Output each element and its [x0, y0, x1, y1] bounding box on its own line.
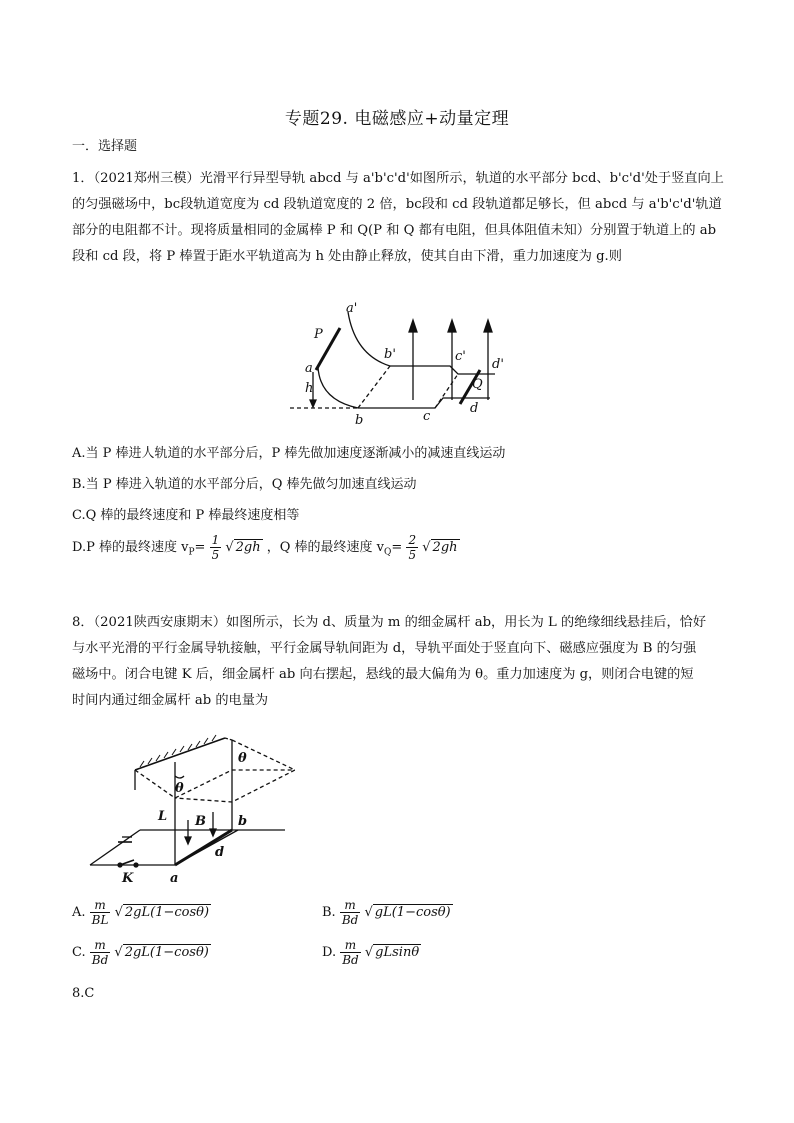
section-heading: 一．选择题	[72, 139, 138, 154]
label-a: a	[305, 361, 313, 376]
q1-d-frac-1: $\frac{1}{5}$	[211, 533, 220, 562]
label-a-prime: a'	[346, 301, 358, 316]
q8-option-c	[72, 938, 211, 967]
label-c: c	[423, 409, 431, 424]
q1-d-radical-1: √ 2gh	[225, 540, 261, 555]
q8-line: 与水平光滑的平行金属导轨接触，平行金属导轨间距为 d，导轨平面处于竖直向下、磁感应强度为 B 的匀强	[72, 641, 697, 656]
rail-diagram	[280, 300, 520, 428]
label-theta-left: θ	[175, 781, 184, 796]
q8-d-radical: √ gLsinθ	[364, 945, 420, 960]
q8-c-frac: $\frac{m}{Bd}$	[91, 938, 109, 967]
q1-d-prefix: D.P 棒的最终速度 v	[72, 540, 189, 555]
q8-option-a	[72, 898, 211, 927]
q1-d-sub-q: Q	[384, 547, 392, 558]
label-k: K	[122, 871, 134, 886]
question-8-text	[72, 610, 724, 714]
label-b-field: B	[195, 814, 206, 829]
q8-a-label: A.	[72, 905, 86, 920]
label-c-prime: c'	[455, 349, 466, 364]
label-a-point: a	[170, 871, 179, 886]
q8-b-label: B.	[322, 905, 336, 920]
suspended-rod-diagram	[80, 730, 300, 890]
q8-option-d	[322, 938, 421, 967]
q8-line: 磁场中。闭合电键 K 后，细金属杆 ab 向右摆起，悬线的最大偏角为 θ。重力加速度为 g，则闭合电键的短	[72, 667, 694, 682]
q1-d-mid: ，Q 棒的最终速度 v	[266, 540, 385, 555]
q1-d-frac-2: $\frac{2}{5}$	[408, 533, 417, 562]
label-l: L	[158, 809, 168, 824]
label-d-prime: d'	[492, 357, 504, 372]
q1-option-b: B.当 P 棒进入轨道的水平部分后，Q 棒先做匀加速直线运动	[72, 477, 417, 492]
q8-a-radical: √ 2gL(1−cosθ)	[114, 905, 210, 920]
label-b-prime: b'	[384, 347, 396, 362]
q1-option-d	[72, 533, 460, 562]
q8-d-frac: $\frac{m}{Bd}$	[342, 938, 359, 967]
label-theta-right: θ	[238, 751, 247, 766]
q1-line: 部分的电阻都不计。现将质量相同的金属棒 P 和 Q(P 和 Q 都有电阻，但具体阻值未知）分别置于轨道上的 ab	[72, 223, 717, 238]
q1-d-eq-2: =	[391, 540, 403, 555]
q1-line: 1．（2021郑州三模）光滑平行异型导轨 abcd 与 a'b'c'd'如图所示，轨道的水平部分 bcd、b'c'd'处于竖直向上	[72, 171, 724, 186]
question-1-text	[72, 166, 724, 270]
q1-option-a: A.当 P 棒进人轨道的水平部分后，P 棒先做加速度逐渐减小的减速直线运动	[72, 446, 506, 461]
q8-b-frac: $\frac{m}{Bd}$	[341, 898, 359, 927]
q8-option-b	[322, 898, 453, 927]
q1-d-sub-p: P	[188, 547, 195, 558]
q8-c-label: C.	[72, 945, 86, 960]
q1-line: 段和 cd 段，将 P 棒置于距水平轨道高为 h 处由静止释放，使其自由下滑，重力加速度为 g.则	[72, 249, 622, 264]
q8-d-label: D.	[322, 945, 337, 960]
q8-line: 8．（2021陕西安康期末）如图所示，长为 d、质量为 m 的细金属杆 ab，用长为 L 的绝缘细线悬挂后，恰好	[72, 615, 707, 630]
label-q: Q	[472, 377, 483, 392]
q8-line: 时间内通过细金属杆 ab 的电量为	[72, 693, 269, 708]
q1-line: 的匀强磁场中，bc段轨道宽度为 cd 段轨道宽度的 2 倍，bc段和 cd 段轨道都足够长，但 abcd 与 a'b'c'd'轨道	[72, 197, 722, 212]
q1-option-c: C.Q 棒的最终速度和 P 棒最终速度相等	[72, 508, 300, 523]
q1-d-radical-2: √ 2gh	[422, 540, 458, 555]
q8-answer: 8.C	[72, 986, 95, 1001]
label-h: h	[305, 381, 314, 396]
q8-c-radical: √ 2gL(1−cosθ)	[114, 945, 209, 960]
q8-a-frac: $\frac{m}{BL}$	[91, 898, 109, 927]
q1-d-eq: =	[194, 540, 206, 555]
label-p: P	[314, 327, 323, 342]
label-d: d	[215, 845, 225, 860]
label-b: b	[355, 413, 364, 428]
page-title: 专题29. 电磁感应+动量定理	[284, 109, 510, 129]
label-b-point: b	[238, 814, 248, 829]
label-d: d	[470, 401, 479, 416]
q8-b-radical: √ gL(1−cosθ)	[364, 905, 451, 920]
